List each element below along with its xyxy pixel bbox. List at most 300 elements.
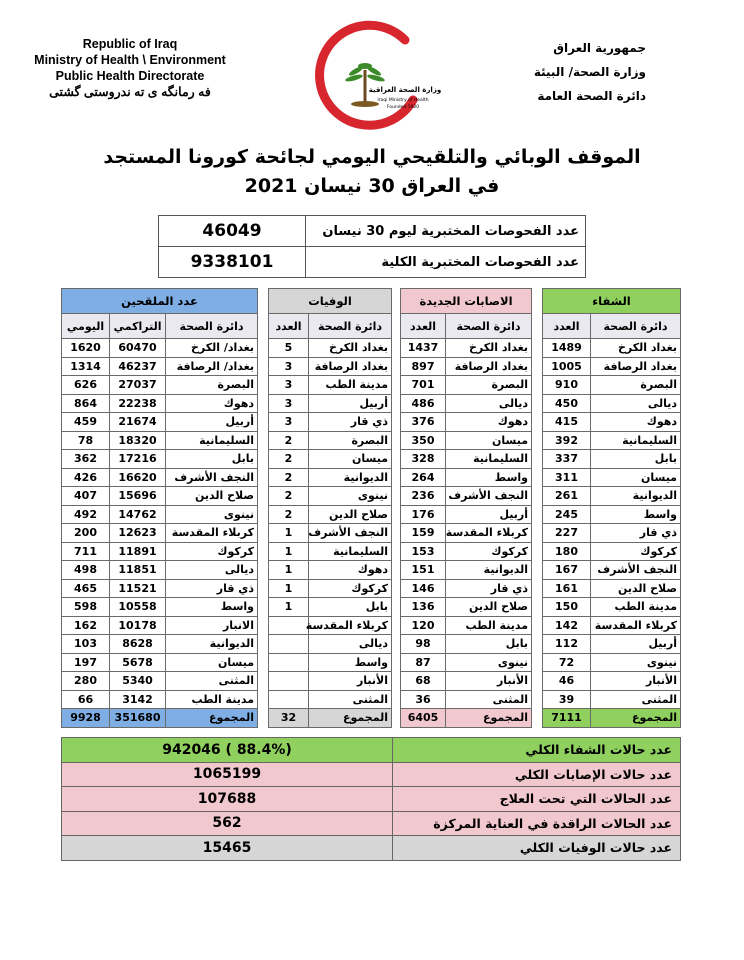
vaccinated-value-cell: 11851 (110, 561, 166, 580)
recovery-row (543, 616, 681, 635)
deaths-title: الوفيات (269, 289, 392, 314)
deaths-value-cell: 1 (269, 524, 309, 543)
recovery-value-cell: 39 (543, 690, 591, 709)
vaccinated-value-cell: 711 (62, 542, 110, 561)
deaths-table (268, 288, 392, 728)
deaths-value-cell: 3 (269, 413, 309, 432)
recovery-dept-cell: الأنبار (591, 672, 681, 691)
new-cases-dept-cell: ديالى (446, 394, 532, 413)
vaccinated-row (62, 505, 258, 524)
deaths-value-cell: 2 (269, 505, 309, 524)
deaths-value-cell (269, 672, 309, 691)
vaccinated-value-cell: 200 (62, 524, 110, 543)
recovery-row (543, 561, 681, 580)
new-cases-row (401, 450, 532, 469)
summary-row (62, 762, 681, 787)
vaccinated-row (62, 616, 258, 635)
recovery-row (543, 690, 681, 709)
deaths-dept-cell: واسط (309, 653, 392, 672)
deaths-row (269, 598, 392, 617)
new-cases-dept-cell: السليمانية (446, 450, 532, 469)
vaccinated-col-cumulative: التراكمي (110, 314, 166, 339)
new-cases-total-label: المجموع (446, 709, 532, 728)
header-left-line: فه رمانگه ی ته ندروستی گشتی (49, 85, 211, 99)
vaccinated-value-cell: 21674 (110, 413, 166, 432)
recovery-dept-cell: صلاح الدين (591, 579, 681, 598)
vaccinated-row (62, 431, 258, 450)
recovery-value-cell: 180 (543, 542, 591, 561)
deaths-value-cell: 2 (269, 487, 309, 506)
lab-tests-daily-row (159, 216, 586, 247)
summary-label: عدد حالات الإصابات الكلي (393, 762, 681, 787)
deaths-value-cell: 1 (269, 542, 309, 561)
new-cases-dept-cell: بغداد الرصافة (446, 357, 532, 376)
vaccinated-value-cell: 66 (62, 690, 110, 709)
deaths-row (269, 339, 392, 358)
vaccinated-dept-cell: نينوى (166, 505, 258, 524)
deaths-total-label: المجموع (309, 709, 392, 728)
logo-text-en: Iraqi Ministry of Health (377, 98, 429, 103)
vaccinated-value-cell: 459 (62, 413, 110, 432)
vaccinated-dept-cell: ذي قار (166, 579, 258, 598)
deaths-col-count: العدد (269, 314, 309, 339)
vaccinated-value-cell: 362 (62, 450, 110, 469)
deaths-value-cell (269, 616, 309, 635)
summary-label: عدد حالات الشفاء الكلي (393, 738, 681, 763)
new-cases-row (401, 598, 532, 617)
recovery-row (543, 431, 681, 450)
new-cases-row (401, 690, 532, 709)
deaths-dept-cell: صلاح الدين (309, 505, 392, 524)
deaths-dept-cell: نينوى (309, 487, 392, 506)
deaths-row (269, 616, 392, 635)
vaccinated-value-cell: 598 (62, 598, 110, 617)
recovery-dept-cell: الديوانية (591, 487, 681, 506)
recovery-value-cell: 167 (543, 561, 591, 580)
summary-label: عدد الحالات الراقدة في العناية المركزة (393, 811, 681, 836)
summary-row (62, 787, 681, 812)
lab-tests-total-label: عدد الفحوصات المختبرية الكلية (306, 247, 586, 278)
new-cases-value-cell: 1437 (401, 339, 446, 358)
recovery-row (543, 542, 681, 561)
new-cases-value-cell: 486 (401, 394, 446, 413)
new-cases-value-cell: 897 (401, 357, 446, 376)
vaccinated-value-cell: 498 (62, 561, 110, 580)
deaths-value-cell: 3 (269, 376, 309, 395)
deaths-row (269, 431, 392, 450)
new-cases-row (401, 468, 532, 487)
vaccinated-value-cell: 11521 (110, 579, 166, 598)
header-left-line: Republic of Iraq (82, 37, 178, 51)
vaccinated-total-daily: 9928 (62, 709, 110, 728)
new-cases-row (401, 579, 532, 598)
vaccinated-col-daily: اليومي (62, 314, 110, 339)
recovery-row (543, 653, 681, 672)
recovery-total-value: 7111 (543, 709, 591, 728)
recovery-title: الشفاء (543, 289, 681, 314)
lab-tests-daily-label: عدد الفحوصات المختبرية ليوم 30 نيسان (306, 216, 586, 247)
recovery-dept-cell: كركوك (591, 542, 681, 561)
recovery-dept-cell: كربلاء المقدسة (591, 616, 681, 635)
new-cases-dept-cell: المثنى (446, 690, 532, 709)
vaccinated-value-cell: 162 (62, 616, 110, 635)
recovery-col-count: العدد (543, 314, 591, 339)
summary-table (61, 737, 681, 861)
deaths-value-cell: 2 (269, 450, 309, 469)
new-cases-dept-cell: أربيل (446, 505, 532, 524)
header-right-line: جمهورية العراق (553, 41, 646, 55)
vaccinated-table (61, 288, 258, 728)
summary-value: 562 (62, 811, 393, 836)
recovery-row (543, 579, 681, 598)
new-cases-value-cell: 146 (401, 579, 446, 598)
deaths-dept-cell: المثنى (309, 690, 392, 709)
ministry-logo-icon (310, 22, 442, 132)
vaccinated-value-cell: 5678 (110, 653, 166, 672)
lab-tests-total-value: 9338101 (159, 247, 306, 278)
deaths-row (269, 450, 392, 469)
deaths-value-cell: 3 (269, 394, 309, 413)
vaccinated-value-cell: 492 (62, 505, 110, 524)
vaccinated-value-cell: 197 (62, 653, 110, 672)
recovery-value-cell: 245 (543, 505, 591, 524)
recovery-dept-cell: بغداد الكرخ (591, 339, 681, 358)
recovery-dept-cell: بابل (591, 450, 681, 469)
recovery-row (543, 672, 681, 691)
recovery-table (542, 288, 681, 728)
vaccinated-row (62, 339, 258, 358)
deaths-total-value: 32 (269, 709, 309, 728)
vaccinated-row (62, 598, 258, 617)
deaths-row (269, 468, 392, 487)
recovery-row (543, 376, 681, 395)
deaths-dept-cell: النجف الأشرف (309, 524, 392, 543)
header-right-line: دائرة الصحة العامة (537, 89, 646, 103)
deaths-row (269, 487, 392, 506)
new-cases-dept-cell: دهوك (446, 413, 532, 432)
recovery-value-cell: 161 (543, 579, 591, 598)
new-cases-dept-cell: بغداد الكرخ (446, 339, 532, 358)
vaccinated-dept-cell: السليمانية (166, 431, 258, 450)
vaccinated-value-cell: 426 (62, 468, 110, 487)
deaths-dept-cell: بغداد الرصافة (309, 357, 392, 376)
deaths-dept-cell: ذي قار (309, 413, 392, 432)
recovery-value-cell: 150 (543, 598, 591, 617)
vaccinated-row (62, 672, 258, 691)
recovery-dept-cell: دهوك (591, 413, 681, 432)
new-cases-dept-cell: بابل (446, 635, 532, 654)
vaccinated-row (62, 690, 258, 709)
new-cases-total-value: 6405 (401, 709, 446, 728)
logo-text-founded: Founded 1920 (386, 105, 420, 110)
vaccinated-value-cell: 60470 (110, 339, 166, 358)
page-title: الموقف الوبائي والتلقيحي اليومي لجائحة كورونا المستجد (103, 146, 641, 168)
new-cases-row (401, 339, 532, 358)
deaths-value-cell (269, 635, 309, 654)
vaccinated-value-cell: 78 (62, 431, 110, 450)
new-cases-value-cell: 159 (401, 524, 446, 543)
vaccinated-value-cell: 1620 (62, 339, 110, 358)
recovery-value-cell: 311 (543, 468, 591, 487)
recovery-value-cell: 450 (543, 394, 591, 413)
new-cases-value-cell: 87 (401, 653, 446, 672)
vaccinated-value-cell: 22238 (110, 394, 166, 413)
vaccinated-dept-cell: البصرة (166, 376, 258, 395)
new-cases-dept-cell: مدينة الطب (446, 616, 532, 635)
vaccinated-dept-cell: مدينة الطب (166, 690, 258, 709)
vaccinated-value-cell: 3142 (110, 690, 166, 709)
lab-tests-total-row (159, 247, 586, 278)
deaths-row (269, 394, 392, 413)
vaccinated-title: عدد الملقحين (62, 289, 258, 314)
deaths-dept-cell: الديوانية (309, 468, 392, 487)
recovery-value-cell: 415 (543, 413, 591, 432)
vaccinated-value-cell: 27037 (110, 376, 166, 395)
vaccinated-dept-cell: الديوانية (166, 635, 258, 654)
vaccinated-value-cell: 14762 (110, 505, 166, 524)
new-cases-value-cell: 236 (401, 487, 446, 506)
deaths-dept-cell: كربلاء المقدسة (309, 616, 392, 635)
summary-value: 15465 (62, 836, 393, 861)
new-cases-row (401, 505, 532, 524)
deaths-row (269, 653, 392, 672)
recovery-row (543, 487, 681, 506)
recovery-row (543, 505, 681, 524)
deaths-dept-cell: أربيل (309, 394, 392, 413)
deaths-dept-cell: الأنبار (309, 672, 392, 691)
vaccinated-value-cell: 16620 (110, 468, 166, 487)
vaccinated-value-cell: 5340 (110, 672, 166, 691)
vaccinated-row (62, 394, 258, 413)
page-subtitle: في العراق 30 نيسان 2021 (244, 175, 500, 197)
new-cases-dept-cell: واسط (446, 468, 532, 487)
new-cases-value-cell: 151 (401, 561, 446, 580)
new-cases-dept-cell: النجف الأشرف (446, 487, 532, 506)
summary-value: 942046 ( 88.4%) (62, 738, 393, 763)
recovery-value-cell: 1489 (543, 339, 591, 358)
vaccinated-value-cell: 10178 (110, 616, 166, 635)
new-cases-dept-cell: كربلاء المقدسة (446, 524, 532, 543)
recovery-value-cell: 112 (543, 635, 591, 654)
vaccinated-dept-cell: أربيل (166, 413, 258, 432)
summary-value: 107688 (62, 787, 393, 812)
new-cases-table (400, 288, 532, 728)
deaths-row (269, 376, 392, 395)
vaccinated-row (62, 468, 258, 487)
recovery-dept-cell: النجف الأشرف (591, 561, 681, 580)
new-cases-row (401, 561, 532, 580)
recovery-value-cell: 142 (543, 616, 591, 635)
recovery-dept-cell: ميسان (591, 468, 681, 487)
new-cases-dept-cell: الديوانية (446, 561, 532, 580)
header-left-block (30, 36, 230, 100)
deaths-value-cell: 5 (269, 339, 309, 358)
vaccinated-dept-cell: النجف الأشرف (166, 468, 258, 487)
new-cases-value-cell: 136 (401, 598, 446, 617)
summary-row (62, 836, 681, 861)
recovery-value-cell: 910 (543, 376, 591, 395)
deaths-value-cell: 3 (269, 357, 309, 376)
deaths-value-cell (269, 690, 309, 709)
vaccinated-dept-cell: المثنى (166, 672, 258, 691)
new-cases-col-count: العدد (401, 314, 446, 339)
vaccinated-value-cell: 626 (62, 376, 110, 395)
recovery-col-dept: دائرة الصحة (591, 314, 681, 339)
deaths-value-cell: 2 (269, 468, 309, 487)
recovery-dept-cell: البصرة (591, 376, 681, 395)
vaccinated-row (62, 542, 258, 561)
new-cases-dept-cell: نينوى (446, 653, 532, 672)
recovery-row (543, 635, 681, 654)
recovery-value-cell: 227 (543, 524, 591, 543)
recovery-dept-cell: ديالى (591, 394, 681, 413)
ministry-logo (310, 22, 442, 132)
vaccinated-row (62, 653, 258, 672)
vaccinated-dept-cell: بغداد/ الرصافة (166, 357, 258, 376)
vaccinated-total-cumulative: 351680 (110, 709, 166, 728)
new-cases-value-cell: 98 (401, 635, 446, 654)
summary-label: عدد الحالات التي تحت العلاج (393, 787, 681, 812)
recovery-value-cell: 1005 (543, 357, 591, 376)
deaths-dept-cell: بغداد الكرخ (309, 339, 392, 358)
deaths-value-cell: 1 (269, 579, 309, 598)
recovery-row (543, 413, 681, 432)
new-cases-row (401, 394, 532, 413)
deaths-row (269, 672, 392, 691)
new-cases-row (401, 653, 532, 672)
deaths-col-dept: دائرة الصحة (309, 314, 392, 339)
deaths-row (269, 690, 392, 709)
deaths-dept-cell: بابل (309, 598, 392, 617)
vaccinated-value-cell: 8628 (110, 635, 166, 654)
deaths-row (269, 524, 392, 543)
vaccinated-dept-cell: دهوك (166, 394, 258, 413)
vaccinated-value-cell: 103 (62, 635, 110, 654)
vaccinated-value-cell: 1314 (62, 357, 110, 376)
recovery-dept-cell: أربيل (591, 635, 681, 654)
vaccinated-value-cell: 280 (62, 672, 110, 691)
recovery-row (543, 468, 681, 487)
recovery-total-label: المجموع (591, 709, 681, 728)
recovery-row (543, 450, 681, 469)
recovery-dept-cell: السليمانية (591, 431, 681, 450)
deaths-dept-cell: البصرة (309, 431, 392, 450)
recovery-value-cell: 261 (543, 487, 591, 506)
vaccinated-row (62, 561, 258, 580)
deaths-dept-cell: دهوك (309, 561, 392, 580)
new-cases-row (401, 487, 532, 506)
new-cases-value-cell: 328 (401, 450, 446, 469)
vaccinated-dept-cell: ديالى (166, 561, 258, 580)
deaths-row (269, 505, 392, 524)
header-right-block (526, 36, 646, 108)
deaths-dept-cell: مدينة الطب (309, 376, 392, 395)
vaccinated-value-cell: 17216 (110, 450, 166, 469)
vaccinated-value-cell: 407 (62, 487, 110, 506)
new-cases-value-cell: 376 (401, 413, 446, 432)
recovery-row (543, 524, 681, 543)
vaccinated-row (62, 579, 258, 598)
new-cases-value-cell: 153 (401, 542, 446, 561)
new-cases-dept-cell: كركوك (446, 542, 532, 561)
new-cases-row (401, 357, 532, 376)
deaths-row (269, 635, 392, 654)
vaccinated-row (62, 376, 258, 395)
new-cases-value-cell: 68 (401, 672, 446, 691)
vaccinated-value-cell: 11891 (110, 542, 166, 561)
deaths-dept-cell: ديالى (309, 635, 392, 654)
deaths-value-cell: 1 (269, 598, 309, 617)
vaccinated-dept-cell: كربلاء المقدسة (166, 524, 258, 543)
recovery-dept-cell: واسط (591, 505, 681, 524)
logo-text-ar: وزارة الصحة العراقية (368, 86, 442, 94)
lab-tests-daily-value: 46049 (159, 216, 306, 247)
new-cases-value-cell: 36 (401, 690, 446, 709)
vaccinated-value-cell: 864 (62, 394, 110, 413)
summary-label: عدد حالات الوفيات الكلي (393, 836, 681, 861)
new-cases-row (401, 431, 532, 450)
summary-value: 1065199 (62, 762, 393, 787)
vaccinated-value-cell: 15696 (110, 487, 166, 506)
new-cases-dept-cell: ذي قار (446, 579, 532, 598)
vaccinated-dept-cell: بغداد/ الكرخ (166, 339, 258, 358)
new-cases-row (401, 524, 532, 543)
recovery-dept-cell: بغداد الرصافة (591, 357, 681, 376)
new-cases-value-cell: 701 (401, 376, 446, 395)
vaccinated-row (62, 450, 258, 469)
recovery-row (543, 394, 681, 413)
vaccinated-row (62, 635, 258, 654)
vaccinated-dept-cell: صلاح الدين (166, 487, 258, 506)
deaths-dept-cell: كركوك (309, 579, 392, 598)
recovery-dept-cell: مدينة الطب (591, 598, 681, 617)
deaths-dept-cell: ميسان (309, 450, 392, 469)
recovery-value-cell: 337 (543, 450, 591, 469)
header-left-line: Ministry of Health \ Environment (34, 53, 226, 67)
summary-row (62, 811, 681, 836)
vaccinated-dept-cell: بابل (166, 450, 258, 469)
deaths-row (269, 542, 392, 561)
vaccinated-dept-cell: ميسان (166, 653, 258, 672)
deaths-value-cell (269, 653, 309, 672)
vaccinated-value-cell: 18320 (110, 431, 166, 450)
new-cases-dept-cell: صلاح الدين (446, 598, 532, 617)
vaccinated-row (62, 487, 258, 506)
vaccinated-value-cell: 46237 (110, 357, 166, 376)
vaccinated-row (62, 524, 258, 543)
new-cases-row (401, 376, 532, 395)
recovery-dept-cell: نينوى (591, 653, 681, 672)
deaths-dept-cell: السليمانية (309, 542, 392, 561)
vaccinated-dept-cell: واسط (166, 598, 258, 617)
new-cases-value-cell: 120 (401, 616, 446, 635)
vaccinated-row (62, 357, 258, 376)
new-cases-value-cell: 176 (401, 505, 446, 524)
new-cases-value-cell: 350 (401, 431, 446, 450)
summary-row (62, 738, 681, 763)
new-cases-row (401, 635, 532, 654)
recovery-row (543, 339, 681, 358)
vaccinated-value-cell: 465 (62, 579, 110, 598)
new-cases-dept-cell: الأنبار (446, 672, 532, 691)
new-cases-dept-cell: ميسان (446, 431, 532, 450)
deaths-row (269, 357, 392, 376)
recovery-dept-cell: ذي قار (591, 524, 681, 543)
new-cases-row (401, 672, 532, 691)
deaths-row (269, 561, 392, 580)
new-cases-col-dept: دائرة الصحة (446, 314, 532, 339)
vaccinated-value-cell: 12623 (110, 524, 166, 543)
